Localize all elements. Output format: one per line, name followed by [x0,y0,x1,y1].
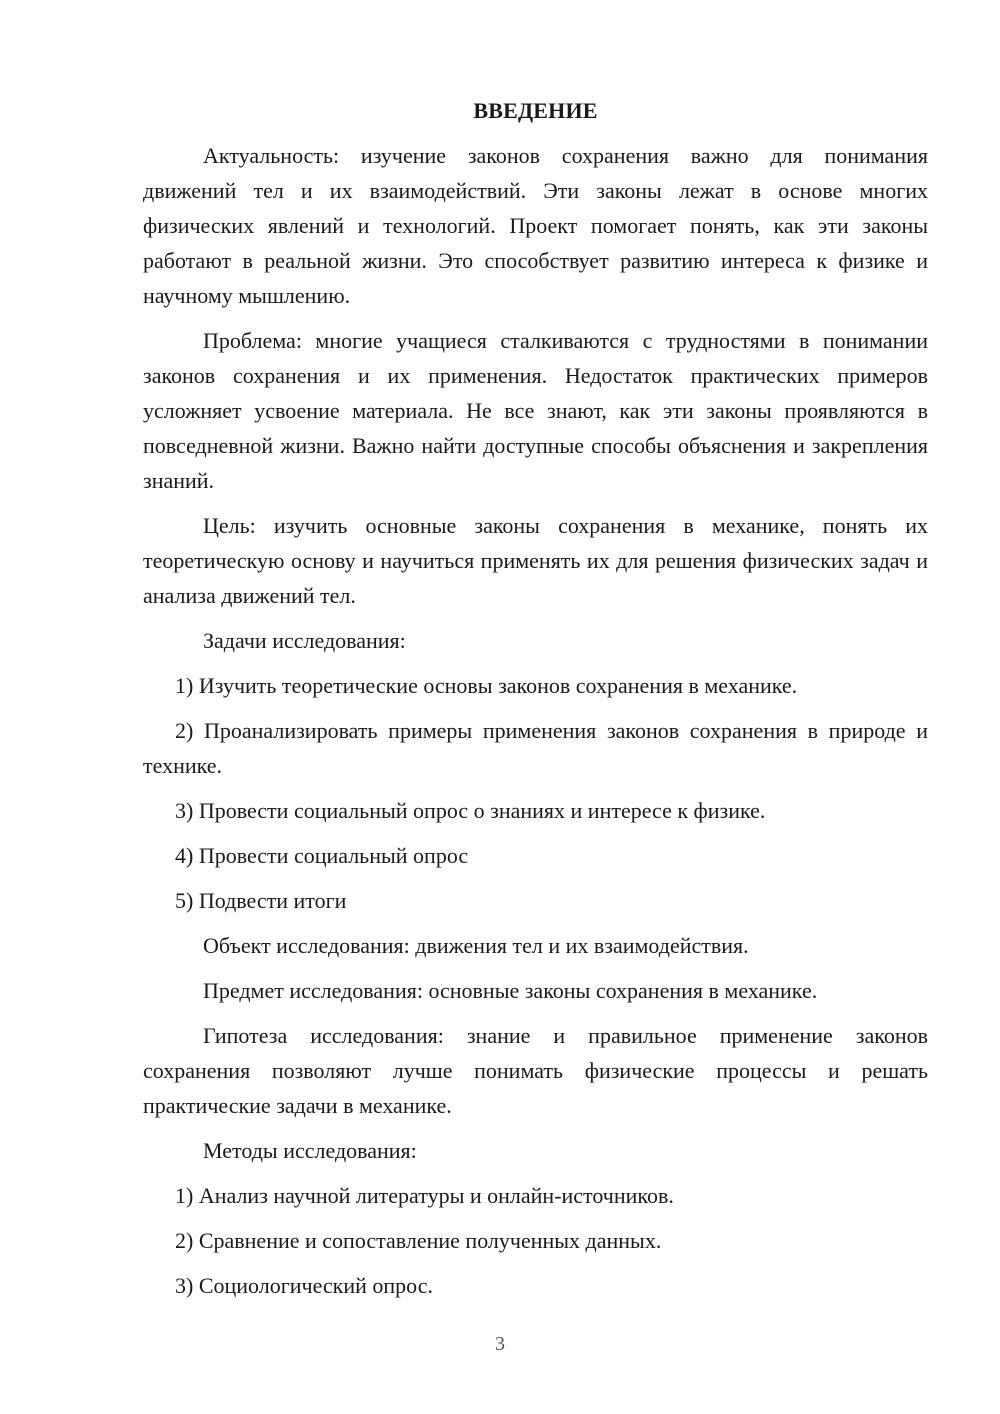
page-content [143,95,928,1313]
tasks-title: Задачи исследования: [203,628,406,653]
goal-paragraph: Цель: изучить основные законы сохранения в механике, понять их теоретическую основу и научиться применять их для решения физических задач и анализа движений тел. [143,513,928,608]
method-item-3: 3) Социологический опрос. [175,1273,433,1298]
task-item-4: 4) Провести социальный опрос [175,843,469,868]
task-item-5: 5) Подвести итоги [175,888,347,913]
relevance-paragraph: Актуальность: изучение законов сохранения важно для понимания движений тел и их взаимодействий. Эти законы лежат в основе многих физических явлений и технологий. Проект помогает понять, как эти законы работают в реальной жизни. Это способствует развитию интереса к физике и научному мышлению. [143,143,928,308]
task-item-2: 2) Проанализировать примеры применения законов сохранения в природе и технике. [143,718,928,778]
hypothesis-paragraph: Гипотеза исследования: знание и правильное применение законов сохранения позволяют лучше понимать физические процессы и решать практические задачи в механике. [143,1023,928,1118]
subject-line: Предмет исследования: основные законы сохранения в механике. [203,978,818,1003]
method-item-1: 1) Анализ научной литературы и онлайн-источников. [175,1183,674,1208]
task-item-3: 3) Провести социальный опрос о знаниях и интересе к физике. [175,798,766,823]
object-line: Объект исследования: движения тел и их взаимодействия. [203,933,749,958]
problem-paragraph: Проблема: многие учащиеся сталкиваются с трудностями в понимании законов сохранения и их применения. Недостаток практических примеров усложняет усвоение материала. Не все знают, как эти законы проявляются в повседневной жизни. Важно найти доступные способы объяснения и закрепления знаний. [143,328,928,493]
methods-title: Методы исследования: [203,1138,417,1163]
page-number: 3 [495,1333,505,1355]
method-item-2: 2) Сравнение и сопоставление полученных данных. [175,1228,662,1253]
section-heading: ВВЕДЕНИЕ [473,98,598,123]
task-item-1: 1) Изучить теоретические основы законов сохранения в механике. [175,673,798,698]
